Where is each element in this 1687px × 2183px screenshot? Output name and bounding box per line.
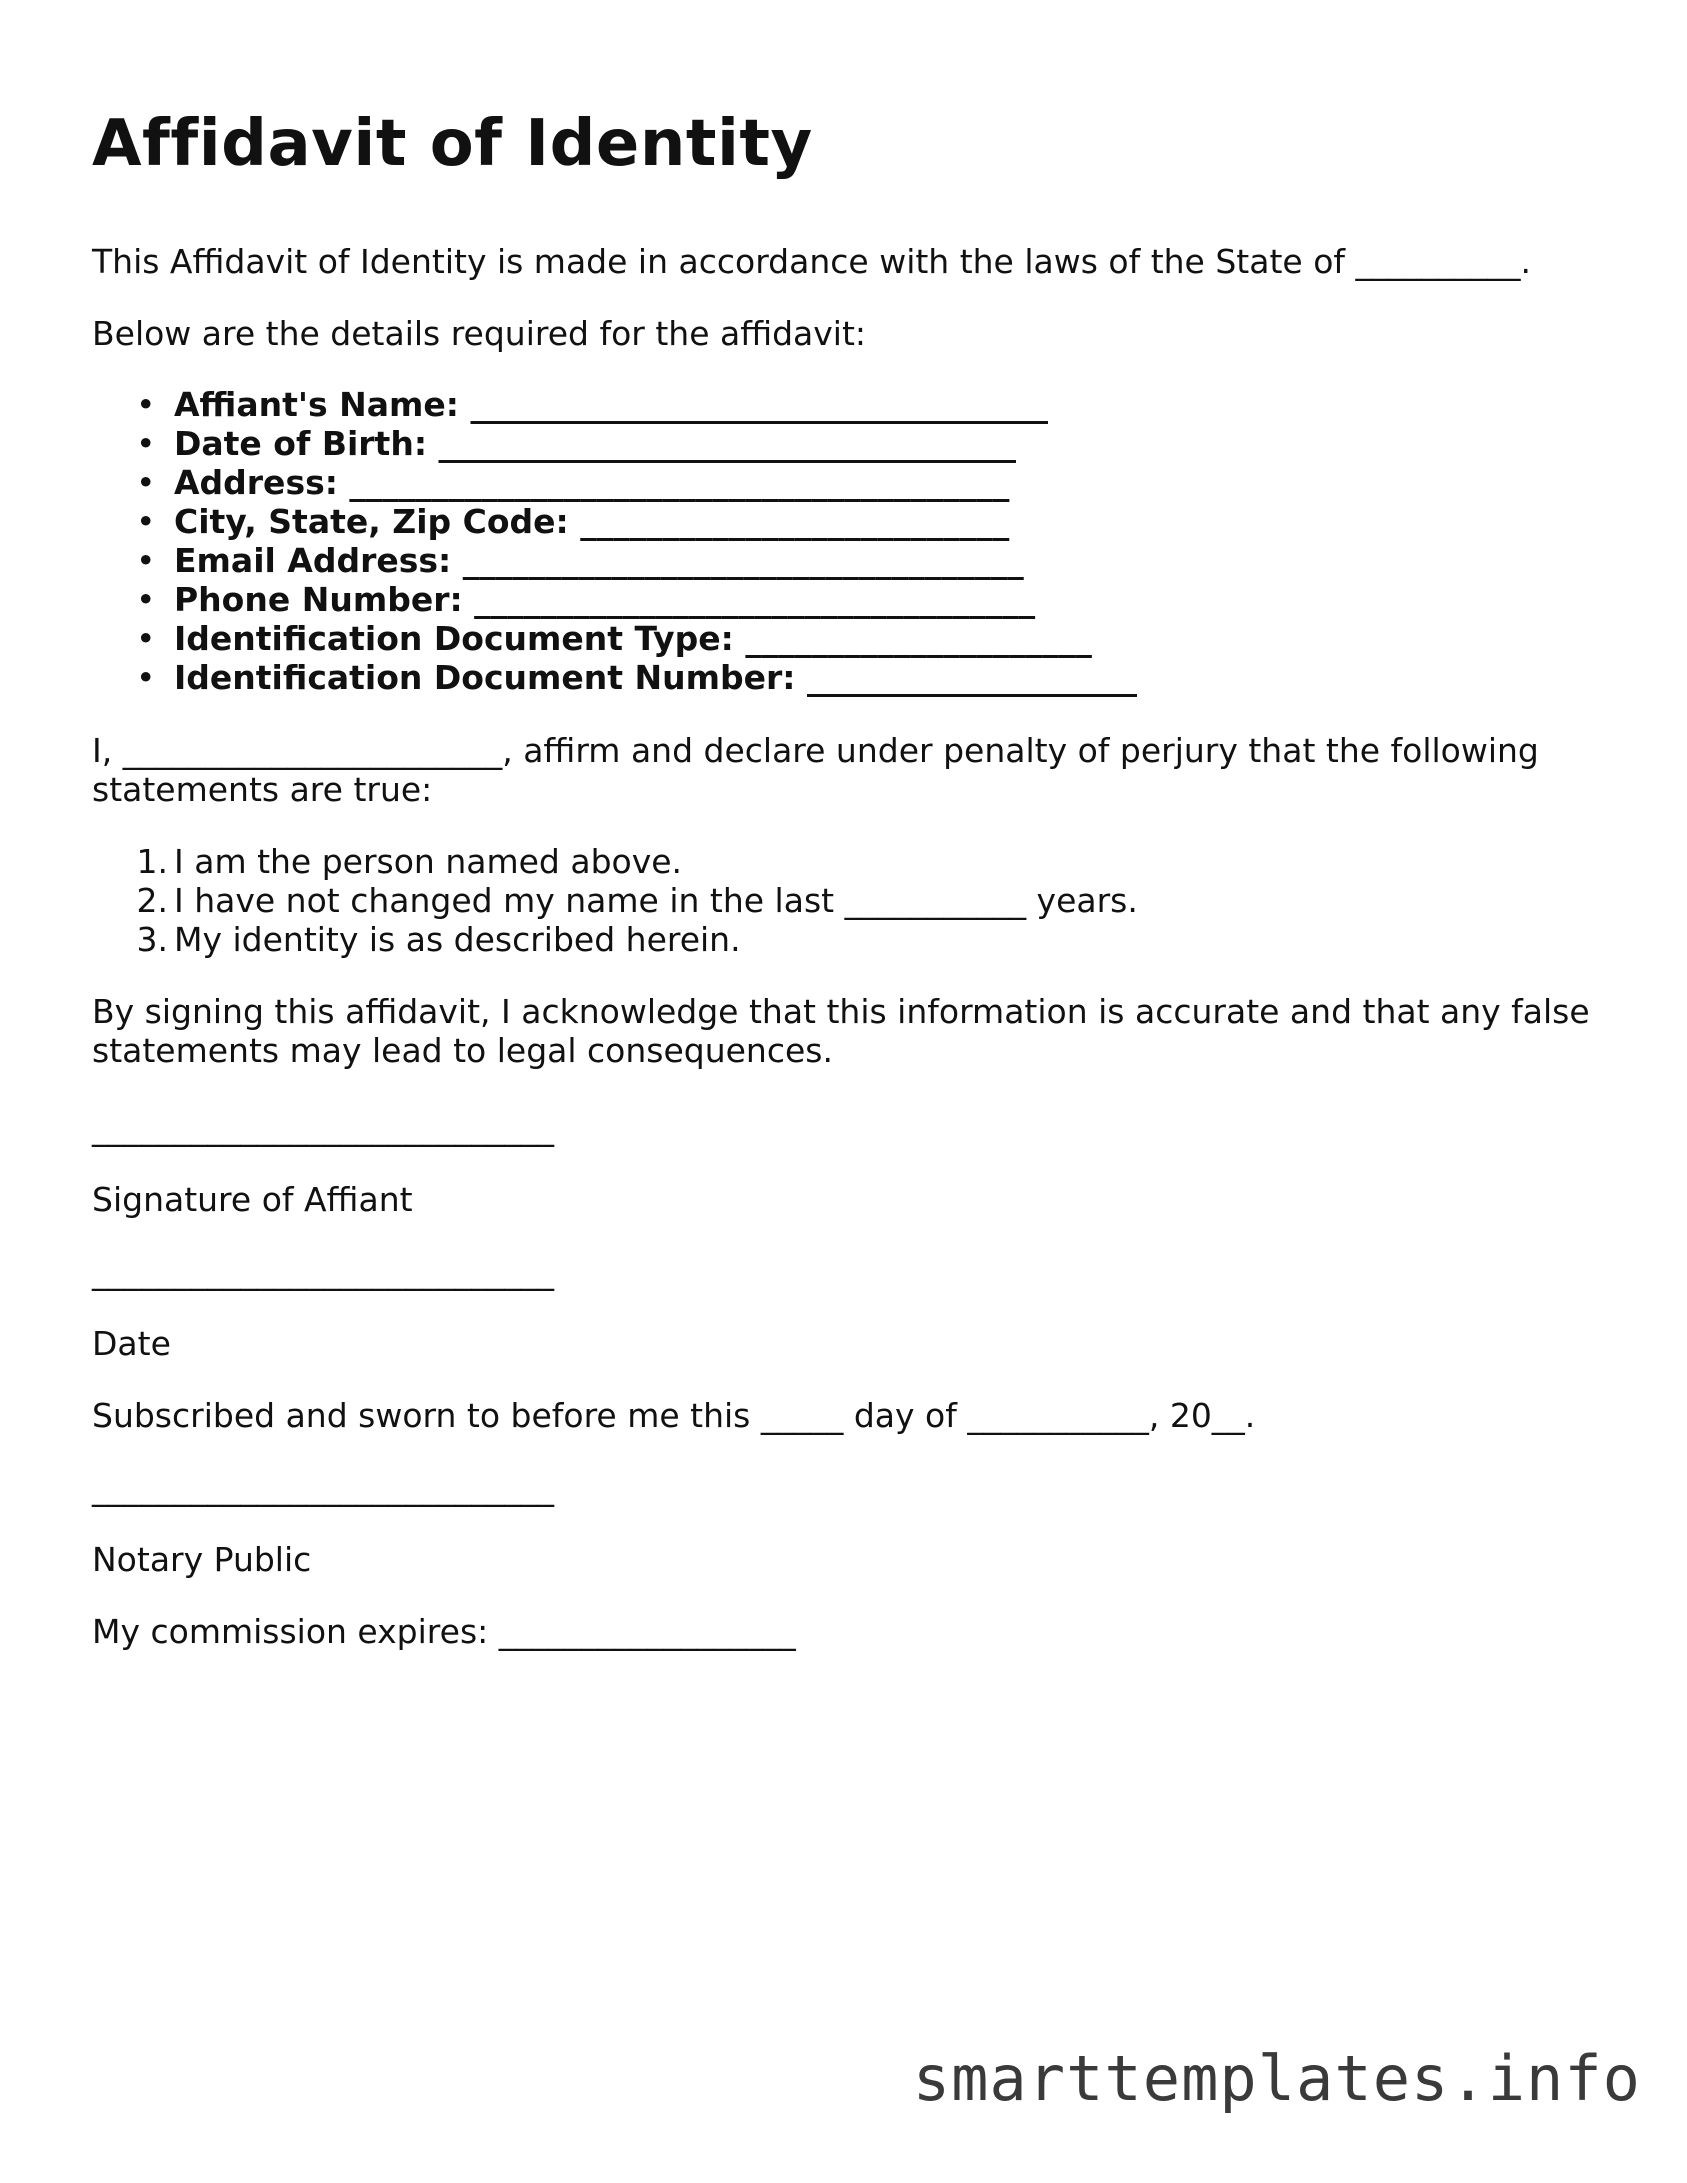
details-lead: Below are the details required for the affidavit:: [92, 314, 867, 353]
statement-number: 2.: [136, 881, 168, 920]
acknowledgement-paragraph: By signing this affidavit, I acknowledge that this information is accurate and that any false statements may lead to legal consequences.: [92, 992, 1590, 1070]
statement-text: I have not changed my name in the last ___________ years.: [174, 881, 1138, 920]
statement-item: [92, 881, 1138, 920]
statement-item: [92, 920, 1138, 959]
intro-paragraph: This Affidavit of Identity is made in accordance with the laws of the State of __________.: [92, 242, 1531, 281]
statement-item: [92, 842, 1138, 881]
statement-text: My identity is as described herein.: [174, 920, 741, 959]
sworn-statement: Subscribed and sworn to before me this _____ day of ___________, 20__.: [92, 1396, 1256, 1435]
declaration-paragraph: I, _______________________, affirm and declare under penalty of perjury that the following statements are true:: [92, 731, 1539, 809]
date-label: Date: [92, 1324, 171, 1363]
field-address: • Address: ________________________________________: [92, 463, 1137, 502]
page-title: Affidavit of Identity: [92, 107, 813, 181]
statements-list: [92, 842, 1138, 959]
statement-number: 1.: [136, 842, 168, 881]
statement-text: I am the person named above.: [174, 842, 683, 881]
field-city-state-zip: • City, State, Zip Code: __________________________: [92, 502, 1137, 541]
notary-label: Notary Public: [92, 1540, 312, 1579]
signature-label: Signature of Affiant: [92, 1180, 413, 1219]
field-affiant-name: • Affiant's Name: ___________________________________: [92, 385, 1137, 424]
commission-expires: My commission expires: __________________: [92, 1612, 796, 1651]
field-id-document-type: • Identification Document Type: _____________________: [92, 619, 1137, 658]
details-field-list: [92, 385, 1137, 697]
statement-number: 3.: [136, 920, 168, 959]
field-phone-number: • Phone Number: __________________________________: [92, 580, 1137, 619]
date-line: ____________________________: [92, 1252, 554, 1291]
field-id-document-number: • Identification Document Number: ____________________: [92, 658, 1137, 697]
signature-line: ____________________________: [92, 1108, 554, 1147]
field-date-of-birth: • Date of Birth: ___________________________________: [92, 424, 1137, 463]
notary-line: ____________________________: [92, 1468, 554, 1507]
watermark: smarttemplates.info: [912, 2042, 1641, 2115]
field-email-address: • Email Address: __________________________________: [92, 541, 1137, 580]
